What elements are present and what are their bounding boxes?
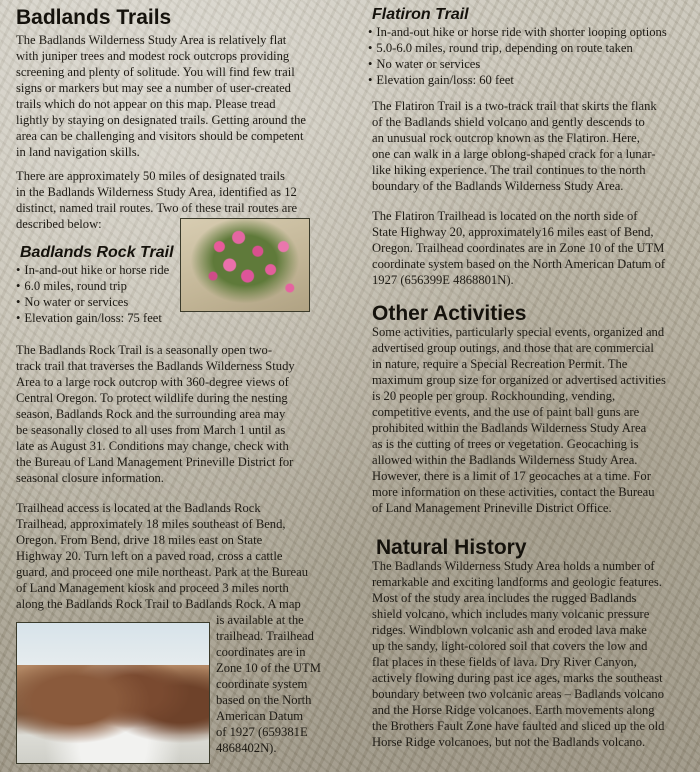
text-line: is available at the [216,613,304,627]
pink-flowers-photo [180,218,310,312]
text-line: area can be challenging and visitors should be competent [16,129,304,143]
text-line: Zone 10 of the UTM [216,661,321,675]
text-line: with juniper trees and modest rock outcrops providing [16,49,290,63]
text-line: guard, and proceed one mile northeast. Park at the Bureau [16,565,308,579]
intro-paragraph [16,32,346,160]
text-line: of 1927 (659381E [216,725,308,739]
list-item: • In-and-out hike or horse ride [16,262,191,278]
text-line: in land navigation skills. [16,145,140,159]
list-item: • 6.0 miles, round trip [16,278,191,294]
text-line: 4868402N). [216,741,277,755]
text-line: the Brothers Fault Zone have faulted and sliced up the old [372,719,665,733]
natural-history-title: Natural History [376,536,527,559]
text-line: Area to a large rock outcrop with 360-degree views of [16,375,289,389]
other-activities-paragraph [372,324,692,516]
natural-history-paragraph [372,558,692,750]
text-line: coordinate system based on the North American Datum of [372,257,666,271]
text-line: American Datum [216,709,304,723]
list-item: • No water or services [16,294,191,310]
text-line: shield volcano, which includes many volcanic pressure [372,607,650,621]
text-line: Horse Ridge volcanoes, but not the Badlands volcano. [372,735,646,749]
text-line: Central Oregon. To protect wildlife during the nesting [16,391,288,405]
text-line: based on the North [216,693,312,707]
list-item: • 5.0-6.0 miles, round trip, depending on route taken [368,40,688,56]
text-line: advertised group outings, and those that are commercial [372,341,654,355]
text-line: actively flowing during past ice ages, marks the southeast [372,671,663,685]
text-line: as is the cutting of trees or vegetation. Geocaching is [372,437,639,451]
text-line: up the sandy, light-colored soil that covers the low and [372,639,648,653]
text-line: lightly by staying on designated trails. Getting around the [16,113,306,127]
flatiron-trail-heading: Flatiron Trail [372,6,469,23]
text-line: The Badlands Rock Trail is a seasonally open two- [16,343,273,357]
text-line: the Bureau of Land Management Prineville District for [16,455,294,469]
text-line: be seasonally closed to all uses from March 1 until as [16,423,286,437]
list-item: • No water or services [368,56,688,72]
text-line: maximum group size for organized or advertised activities [372,373,666,387]
text-line: in the Badlands Wilderness Study Area, identified as 12 [16,185,297,199]
text-line: State Highway 20, approximately16 miles east of Bend, [372,225,654,239]
text-line: one can walk in a large oblong-shaped crack for a lunar- [372,147,656,161]
list-item: • Elevation gain/loss: 75 feet [16,310,191,326]
text-line: coordinates are in [216,645,306,659]
trailhead-coordinates-paragraph [216,612,346,756]
text-line: Trailhead access is located at the Badlands Rock [16,501,261,515]
text-line: along the Badlands Rock Trail to Badlands Rock. A map [16,597,301,611]
other-activities-title: Other Activities [372,302,527,325]
text-line: remarkable and exciting landforms and geologic features. [372,575,662,589]
text-line: ridges. Windblown volcanic ash and eroded lava make [372,623,647,637]
list-item: • Elevation gain/loss: 60 feet [368,72,688,88]
badlands-rock-trail-heading: Badlands Rock Trail [20,244,174,261]
flatiron-trail-facts [368,24,688,88]
text-line: However, there is a limit of 17 geocaches at a time. For [372,469,651,483]
text-line: coordinate system [216,677,308,691]
text-line: allowed within the Badlands Wilderness Study Area. [372,453,638,467]
text-line: Most of the study area includes the rugged Badlands [372,591,637,605]
text-line: of Land Management Prineville District Office. [372,501,612,515]
text-line: signs or markers but may see a number of user-created [16,81,291,95]
text-line: an unusual rock outcrop known as the Flatiron. Here, [372,131,640,145]
badlands-trails-title: Badlands Trails [16,6,172,29]
text-line: There are approximately 50 miles of designated trails [16,169,285,183]
text-line: in nature, require a Special Recreation Permit. The [372,357,628,371]
flatiron-description [372,98,692,194]
text-line: The Flatiron Trail is a two-track trail that skirts the flank [372,99,657,113]
text-line: trailhead. Trailhead [216,629,314,643]
list-item: • In-and-out hike or horse ride with shorter looping options [368,24,688,40]
text-line: Trailhead, approximately 18 miles southeast of Bend, [16,517,286,531]
text-line: and the Horse Ridge volcanoes. Earth movements along [372,703,655,717]
text-line: seasonal closure information. [16,471,164,485]
text-line: The Badlands Wilderness Study Area is relatively flat [16,33,287,47]
text-line: flat places in these fields of lava. Dry River Canyon, [372,655,637,669]
text-line: more information on these activities, contact the Bureau [372,485,655,499]
text-line: competitive events, and the use of paint ball guns are [372,405,640,419]
text-line: is 20 people per group. Rockhounding, vending, [372,389,616,403]
text-line: of Land Management kiosk and proceed 3 miles north [16,581,289,595]
text-line: Some activities, particularly special events, organized and [372,325,665,339]
text-line: prohibited within the Badlands Wilderness Study Area [372,421,647,435]
text-line: 1927 (656399E 4868801N). [372,273,514,287]
text-line: like hiking experience. The trail continues to the north [372,163,646,177]
text-line: Oregon. From Bend, drive 18 miles east on State [16,533,263,547]
text-line: boundary between two volcanic areas – Badlands volcano [372,687,665,701]
trailhead-access-paragraph [16,500,346,612]
text-line: The Flatiron Trailhead is located on the north side of [372,209,638,223]
text-line: of the Badlands shield volcano and gently descends to [372,115,645,129]
text-line: screening and plenty of solitude. You will find few trail [16,65,295,79]
text-line: trails which do not appear on this map. Please tread [16,97,276,111]
flatiron-trailhead-paragraph [372,208,692,288]
text-line: distinct, named trail routes. Two of these trail routes are [16,201,298,215]
text-line: boundary of the Badlands Wilderness Study Area. [372,179,624,193]
text-line: track trail that traverses the Badlands Wilderness Study [16,359,295,373]
text-line: Highway 20. Turn left on a paved road, cross a cattle [16,549,283,563]
text-line: late as August 31. Conditions may change, check with [16,439,289,453]
text-line: The Badlands Wilderness Study Area holds a number of [372,559,655,573]
rock-trail-description [16,342,346,486]
text-line: season, Badlands Rock and the surrounding area may [16,407,286,421]
text-line: described below: [16,217,102,231]
rock-trail-facts [16,262,191,326]
text-line: Oregon. Trailhead coordinates are in Zone 10 of the UTM [372,241,665,255]
rock-outcrop-photo [16,622,210,764]
